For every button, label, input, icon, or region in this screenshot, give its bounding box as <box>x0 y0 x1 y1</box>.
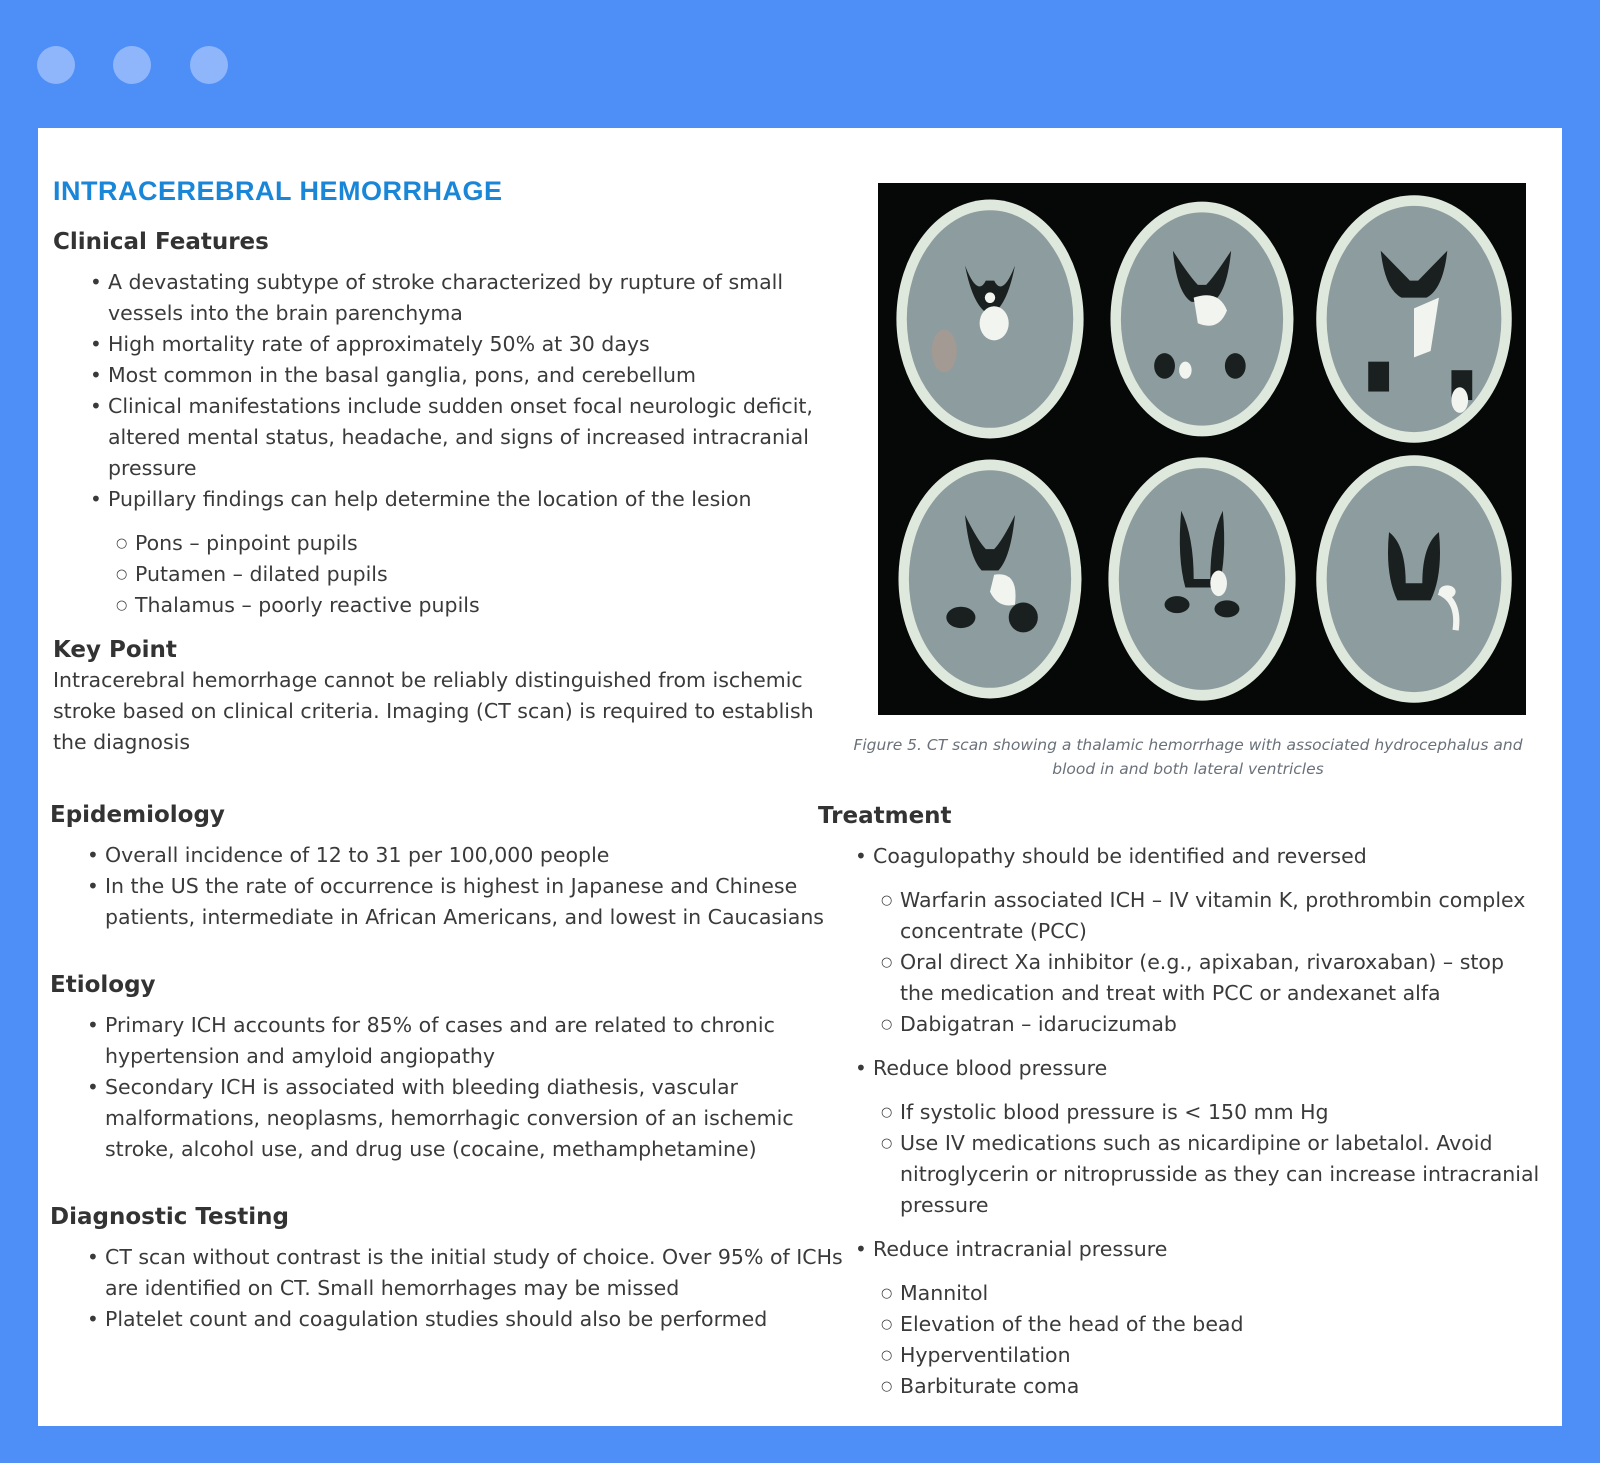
list-item: • Reduce blood pressure <box>855 1053 1543 1084</box>
ct-slice-3 <box>1310 191 1518 447</box>
list-item: • In the US the rate of occurrence is highest in Japanese and Chinese patients, intermediate in African Americans, and lowest in Caucasians <box>87 871 853 933</box>
window-control-dot-2[interactable] <box>113 46 151 84</box>
document-page <box>38 128 1562 1426</box>
list-item: ○ Pons – pinpoint pupils <box>116 528 853 559</box>
key-point-text: Intracerebral hemorrhage cannot be reliably distinguished from ischemic stroke based on clinical criteria. Imaging (CT scan) is required to establish the diagnosis <box>53 668 814 754</box>
pupillary-findings-list <box>116 528 853 621</box>
document-title: INTRACEREBRAL HEMORRHAGE <box>53 176 503 206</box>
diagnostic-testing-list <box>87 1242 853 1335</box>
etiology-list <box>87 1010 853 1165</box>
epidemiology-heading: Epidemiology <box>50 802 225 828</box>
ct-slice-1 <box>886 191 1094 447</box>
window-control-dot-3[interactable] <box>190 46 228 84</box>
window-title-bar <box>0 0 1600 128</box>
clinical-features-list <box>90 267 853 515</box>
treatment-heading: Treatment <box>818 803 952 829</box>
right-column <box>818 183 1543 1402</box>
list-item: • Pupillary findings can help determine the location of the lesion <box>90 484 853 515</box>
list-item: ○ Thalamus – poorly reactive pupils <box>116 590 853 621</box>
list-item: • Overall incidence of 12 to 31 per 100,000 people <box>87 840 853 871</box>
diagnostic-testing-section <box>50 1202 853 1335</box>
list-item: • Most common in the basal ganglia, pons, and cerebellum <box>90 360 853 391</box>
diagnostic-testing-heading: Diagnostic Testing <box>50 1204 289 1230</box>
list-item: ○ Hyperventilation <box>881 1340 1543 1371</box>
list-item: ○ Use IV medications such as nicardipine or labetalol. Avoid nitroglycerin or nitroprusside as they can increase intracranial pressure <box>881 1128 1543 1221</box>
etiology-heading: Etiology <box>50 972 156 998</box>
clinical-features-section <box>53 227 853 621</box>
clinical-features-heading: Clinical Features <box>53 229 269 255</box>
list-item: ○ Mannitol <box>881 1278 1543 1309</box>
ct-slice-4 <box>886 451 1094 707</box>
list-item: • High mortality rate of approximately 50% at 30 days <box>90 329 853 360</box>
list-item: ○ Putamen – dilated pupils <box>116 559 853 590</box>
coagulopathy-sublist <box>881 885 1543 1040</box>
list-item: • A devastating subtype of stroke characterized by rupture of small vessels into the brain parenchyma <box>90 267 853 329</box>
window-control-dot-1[interactable] <box>37 46 75 84</box>
ct-slice-6 <box>1310 451 1518 707</box>
epidemiology-section <box>50 800 853 933</box>
key-point-section <box>53 635 853 758</box>
epidemiology-list <box>87 840 853 933</box>
list-item: ○ Warfarin associated ICH – IV vitamin K, prothrombin complex concentrate (PCC) <box>881 885 1543 947</box>
list-item: • Clinical manifestations include sudden onset focal neurologic deficit, altered mental status, headache, and signs of increased intracranial pressure <box>90 391 853 484</box>
list-item: • Primary ICH accounts for 85% of cases and are related to chronic hypertension and amyloid angiopathy <box>87 1010 853 1072</box>
ct-slice-5 <box>1098 451 1306 707</box>
treatment-list <box>855 1053 1543 1084</box>
intracranial-pressure-sublist <box>881 1278 1543 1402</box>
list-item: • Platelet count and coagulation studies should also be performed <box>87 1304 853 1335</box>
figure-caption: Figure 5. CT scan showing a thalamic hemorrhage with associated hydrocephalus and blood in and both lateral ventricles <box>853 736 1523 778</box>
left-column <box>50 176 853 1335</box>
ct-figure <box>833 183 1543 781</box>
list-item: ○ Barbiturate coma <box>881 1371 1543 1402</box>
ct-scan-image <box>878 183 1526 715</box>
blood-pressure-sublist <box>881 1097 1543 1221</box>
list-item: ○ If systolic blood pressure is < 150 mm Hg <box>881 1097 1543 1128</box>
ct-slice-2 <box>1098 191 1306 447</box>
list-item: ○ Dabigatran – idarucizumab <box>881 1009 1543 1040</box>
list-item: ○ Oral direct Xa inhibitor (e.g., apixaban, rivaroxaban) – stop the medication and treat with PCC or andexanet alfa <box>881 947 1543 1009</box>
list-item: ○ Elevation of the head of the bead <box>881 1309 1543 1340</box>
key-point-heading: Key Point <box>53 637 177 663</box>
list-item: • Reduce intracranial pressure <box>855 1234 1543 1265</box>
list-item: • CT scan without contrast is the initial study of choice. Over 95% of ICHs are identified on CT. Small hemorrhages may be missed <box>87 1242 853 1304</box>
treatment-list <box>855 1234 1543 1265</box>
list-item: • Coagulopathy should be identified and reversed <box>855 841 1543 872</box>
treatment-section <box>818 801 1543 1402</box>
treatment-list <box>855 841 1543 872</box>
etiology-section <box>50 970 853 1165</box>
list-item: • Secondary ICH is associated with bleeding diathesis, vascular malformations, neoplasms, hemorrhagic conversion of an ischemic stroke, alcohol use, and drug use (cocaine, methamphetamine) <box>87 1072 853 1165</box>
